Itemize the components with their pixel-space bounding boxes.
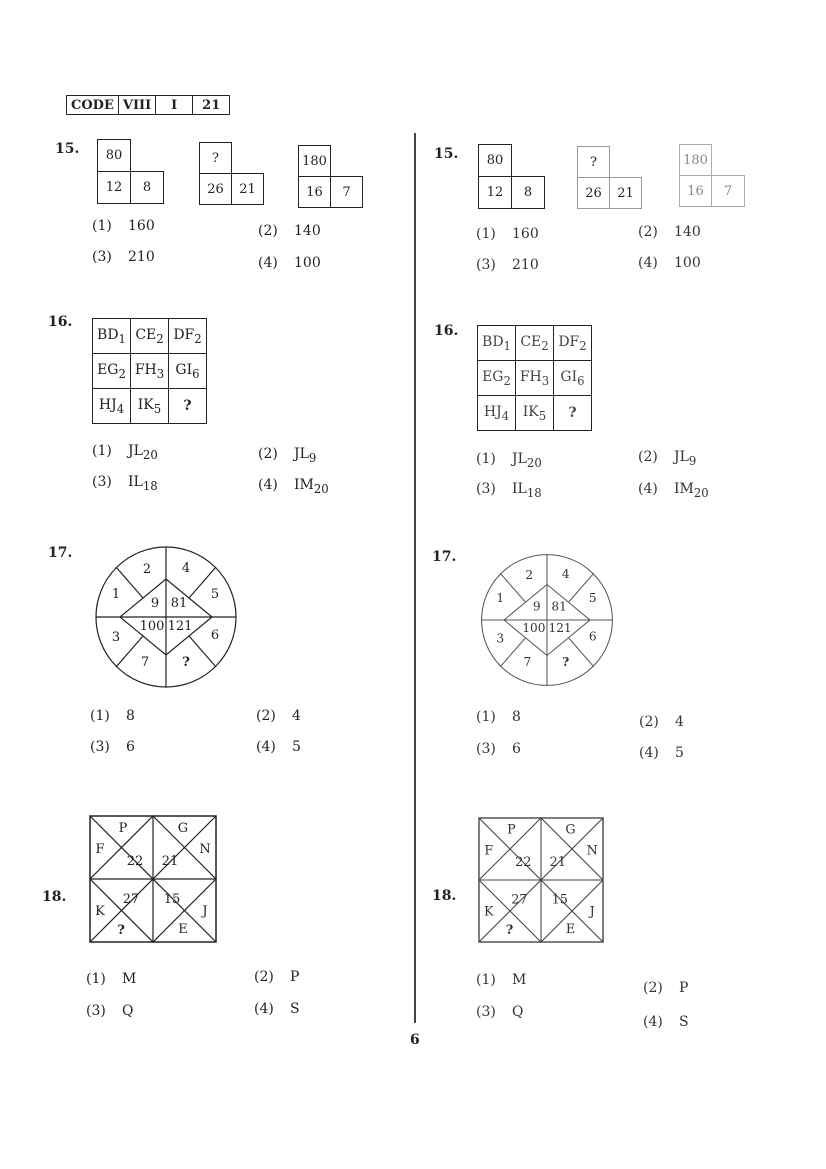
fig-cell: 16 — [679, 175, 712, 207]
outer-number: 5 — [210, 587, 220, 602]
option-4[interactable]: (4) 5 — [256, 739, 301, 755]
fig-cell: 8 — [130, 171, 164, 204]
option-4[interactable]: (4) S — [643, 1014, 689, 1030]
question-number: 16. — [48, 314, 73, 330]
grid-cell: $CE_2$ — [516, 326, 554, 361]
corner-letter: F — [484, 843, 494, 859]
outer-number: 6 — [210, 628, 220, 643]
option-1[interactable]: (1) M — [86, 971, 137, 987]
outer-number: 2 — [142, 562, 152, 577]
inner-number: 81 — [170, 596, 188, 611]
corner-letter: P — [118, 821, 128, 836]
fig-cell: 180 — [679, 144, 712, 176]
grid-cell: $HJ_4$ — [93, 389, 131, 424]
option-3[interactable]: (3) 6 — [90, 739, 135, 755]
center-number: 21 — [549, 855, 566, 871]
option-1[interactable]: (1) $JL_{20}$ — [92, 443, 158, 462]
corner-letter: N — [586, 843, 598, 859]
option-4[interactable]: (4) $IM_{20}$ — [258, 477, 329, 496]
question-number: 17. — [48, 545, 73, 561]
grid-cell: ? — [169, 389, 207, 424]
q18-square-figure — [89, 815, 217, 943]
option-2[interactable]: (2) $JL_9$ — [638, 449, 697, 468]
q16-letter-grid — [92, 318, 207, 424]
grid-cell: $FH_3$ — [516, 361, 554, 396]
inner-number: 121 — [548, 621, 572, 636]
option-3[interactable]: (3) $IL_{18}$ — [92, 474, 158, 493]
column-divider — [414, 133, 416, 1023]
option-1[interactable]: (1) 8 — [476, 709, 521, 725]
q17-circle-figure — [90, 546, 242, 688]
grid-cell: $DF_2$ — [554, 326, 592, 361]
outer-number: 7 — [523, 654, 532, 669]
q17-circle-figure — [476, 549, 618, 691]
option-1[interactable]: (1) M — [476, 972, 527, 988]
grid-cell: $DF_2$ — [169, 319, 207, 354]
fig-cell: 26 — [577, 177, 610, 209]
outer-number: 7 — [140, 655, 150, 670]
grid-cell: $IK_5$ — [131, 389, 169, 424]
option-4[interactable]: (4) $IM_{20}$ — [638, 481, 709, 500]
outer-number: 3 — [111, 630, 121, 645]
question-number: 15. — [55, 141, 80, 157]
corner-letter: J — [589, 904, 595, 920]
inner-number: 9 — [150, 596, 160, 611]
option-1[interactable]: (1) 8 — [90, 708, 135, 724]
grid-cell: $EG_2$ — [93, 354, 131, 389]
fig-cell: 80 — [97, 139, 131, 172]
question-number: 16. — [434, 323, 459, 339]
corner-letter: E — [178, 922, 188, 937]
option-3[interactable]: (3) Q — [476, 1004, 524, 1020]
outer-number: 2 — [525, 567, 534, 582]
corner-letter: E — [565, 922, 576, 938]
q18-square-figure — [478, 817, 604, 943]
fig-cell: 21 — [231, 173, 264, 205]
option-1[interactable]: (1) $JL_{20}$ — [476, 451, 542, 470]
fig-cell: 12 — [478, 176, 512, 209]
fig-cell: 7 — [330, 176, 363, 208]
option-1[interactable]: (1) 160 — [92, 218, 155, 234]
option-2[interactable]: (2) 4 — [256, 708, 301, 724]
option-2[interactable]: (2) 4 — [639, 714, 684, 730]
grid-cell: $BD_1$ — [478, 326, 516, 361]
option-4[interactable]: (4) 100 — [638, 255, 701, 271]
outer-number: 6 — [588, 629, 597, 644]
inner-number: 100 — [522, 621, 546, 636]
q16-letter-grid — [477, 325, 592, 431]
grid-cell: $IK_5$ — [516, 396, 554, 431]
fig-cell: 80 — [478, 144, 512, 177]
outer-number: ? — [182, 655, 190, 670]
grid-cell: $HJ_4$ — [478, 396, 516, 431]
center-number: 21 — [161, 854, 179, 869]
fig-cell: 21 — [609, 177, 642, 209]
corner-letter: J — [202, 904, 208, 919]
fig-cell: 26 — [199, 173, 232, 205]
option-3[interactable]: (3) 6 — [476, 741, 521, 757]
question-number: 18. — [42, 889, 67, 905]
option-2[interactable]: (2) P — [643, 980, 689, 996]
center-number: 22 — [515, 855, 532, 871]
center-number: 27 — [511, 892, 528, 908]
page-number: 6 — [410, 1032, 420, 1048]
corner-letter: F — [95, 842, 105, 857]
outer-number: 4 — [181, 561, 191, 576]
option-2[interactable]: (2) 140 — [258, 223, 321, 239]
center-number: 15 — [551, 892, 568, 908]
outer-number: 1 — [496, 591, 505, 606]
option-4[interactable]: (4) 100 — [258, 255, 321, 271]
option-4[interactable]: (4) 5 — [639, 745, 684, 761]
fig-cell: 7 — [711, 175, 745, 207]
inner-number: 121 — [167, 619, 193, 634]
grid-cell: $CE_2$ — [131, 319, 169, 354]
question-number: 18. — [432, 888, 457, 904]
outer-number: 4 — [561, 566, 570, 581]
question-number: 17. — [432, 549, 457, 565]
grid-cell: $FH_3$ — [131, 354, 169, 389]
center-number: 27 — [122, 892, 140, 907]
code-cell: 21 — [193, 96, 230, 115]
corner-letter: ? — [505, 923, 514, 939]
outer-number: 1 — [111, 587, 121, 602]
question-number: 15. — [434, 146, 459, 162]
option-2[interactable]: (2) $JL_9$ — [258, 446, 317, 465]
option-3[interactable]: (3) 210 — [476, 257, 539, 273]
option-3[interactable]: (3) 210 — [92, 249, 155, 265]
option-2[interactable]: (2) P — [254, 969, 300, 985]
corner-letter: K — [484, 904, 494, 920]
grid-cell: $BD_1$ — [93, 319, 131, 354]
corner-letter: G — [177, 821, 189, 836]
outer-number: 5 — [588, 591, 597, 606]
corner-letter: N — [199, 842, 211, 857]
center-number: 15 — [163, 892, 181, 907]
inner-number: 9 — [532, 599, 541, 614]
code-box — [66, 95, 230, 115]
center-number: 22 — [126, 854, 144, 869]
corner-letter: P — [507, 822, 516, 838]
code-cell: VIII — [118, 96, 155, 115]
corner-letter: K — [95, 904, 105, 919]
outer-number: 3 — [496, 631, 505, 646]
fig-cell: ? — [577, 146, 610, 178]
option-4[interactable]: (4) S — [254, 1001, 300, 1017]
code-label: CODE — [67, 96, 119, 115]
option-2[interactable]: (2) 140 — [638, 224, 701, 240]
fig-cell: 12 — [97, 171, 131, 204]
grid-cell: $EG_2$ — [478, 361, 516, 396]
fig-cell: ? — [199, 142, 232, 174]
code-cell: I — [156, 96, 193, 115]
grid-cell: $GI_6$ — [554, 361, 592, 396]
option-3[interactable]: (3) $IL_{18}$ — [476, 481, 542, 500]
grid-cell: $GI_6$ — [169, 354, 207, 389]
inner-number: 81 — [551, 599, 567, 614]
fig-cell: 8 — [511, 176, 545, 209]
corner-letter: ? — [117, 923, 125, 938]
option-3[interactable]: (3) Q — [86, 1003, 134, 1019]
fig-cell: 180 — [298, 145, 331, 177]
grid-cell: ? — [554, 396, 592, 431]
outer-number: ? — [562, 654, 570, 669]
inner-number: 100 — [139, 619, 165, 634]
fig-cell: 16 — [298, 176, 331, 208]
option-1[interactable]: (1) 160 — [476, 226, 539, 242]
corner-letter: G — [565, 822, 576, 838]
